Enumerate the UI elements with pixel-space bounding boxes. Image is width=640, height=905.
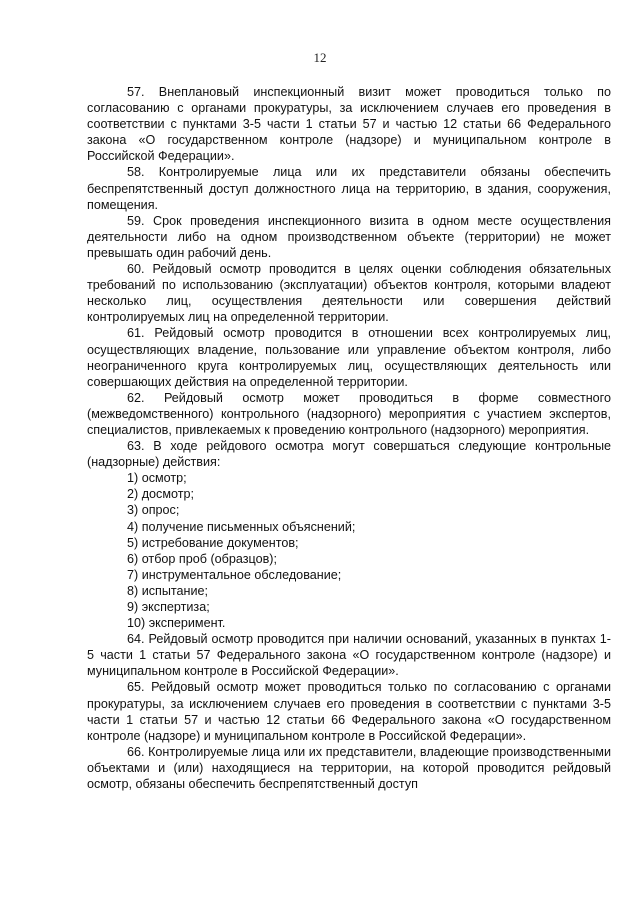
list-item: 6) отбор проб (образцов); [127, 551, 277, 566]
paragraph-58: 58. Контролируемые лица или их представители обязаны обеспечить беспрепятственный доступ должностного лица на территорию, в здания, сооружения, помещения. [87, 165, 611, 212]
paragraph-62: 62. Рейдовый осмотр может проводиться в форме совместного (межведомственного) контрольного (надзорного) мероприятия с участием экспертов, специалистов, привлекаемых к проведению контрольного (надзорного) мероприятия. [87, 390, 611, 437]
list-item: 1) осмотр; [127, 471, 187, 486]
list-item: 4) получение письменных объяснений; [127, 519, 356, 534]
paragraph-63: 63. В ходе рейдового осмотра могут совершаться следующие контрольные (надзорные) действия: [87, 439, 611, 470]
list-item: 10) эксперимент. [127, 616, 226, 631]
paragraph-65: 65. Рейдовый осмотр может проводиться только по согласованию с органами прокуратуры, за исключением случаев его проведения в соответствии с пунктами 3-5 части 1 статьи 57 и частью 12 статьи 66 Федерального закона «О государственном контроле (надзоре) и муниципальном контроле в Российской Федерации». [87, 680, 611, 743]
paragraph-59: 59. Срок проведения инспекционного визита в одном месте осуществления деятельности либо на одном производственном объекте (территории) не может превышать один рабочий день. [87, 213, 611, 260]
paragraph-66: 66. Контролируемые лица или их представители, владеющие производственными объектами и (или) находящиеся на территории, на которой проводится рейдовый осмотр, обязаны обеспечить беспрепятственный доступ [87, 744, 611, 792]
list-item: 5) истребование документов; [127, 535, 299, 550]
list-item: 9) экспертиза; [127, 600, 210, 614]
list-item: 8) испытание; [127, 583, 209, 598]
paragraph-57: 57. Внеплановый инспекционный визит может проводиться только по согласованию с органами прокуратуры, за исключением случаев его проведения в соответствии с пунктами 3-5 части 1 статьи 57 и частью 12 статьи 66 Федерального закона «О государственном контроле (надзоре) и муниципальном контроле в Российской Федерации». [87, 85, 611, 164]
list-item: 3) опрос; [127, 503, 180, 518]
list-item: 7) инструментальное обследование; [127, 567, 342, 582]
control-actions-list [87, 470, 611, 631]
page-number: 12 [313, 50, 327, 65]
paragraph-64: 64. Рейдовый осмотр проводится при наличии оснований, указанных в пунктах 1-5 части 1 статьи 57 Федерального закона «О государственном контроле (надзоре) и муниципальном контроле в Российской Федерации». [87, 632, 611, 679]
list-item: 2) досмотр; [127, 487, 195, 502]
page-body [87, 84, 611, 792]
paragraph-60: 60. Рейдовый осмотр проводится в целях оценки соблюдения обязательных требований по использованию (эксплуатации) объектов контроля, которыми владеют несколько лиц, осуществления деятельности или совершения действий контролируемых лиц на определенной территории. [87, 262, 611, 325]
paragraph-61: 61. Рейдовый осмотр проводится в отношении всех контролируемых лиц, осуществляющих владение, пользование или управление объектом контроля, либо неограниченного круга контролируемых лиц, осуществляющих деятельность или совершающих действия на определенной территории. [87, 326, 611, 389]
